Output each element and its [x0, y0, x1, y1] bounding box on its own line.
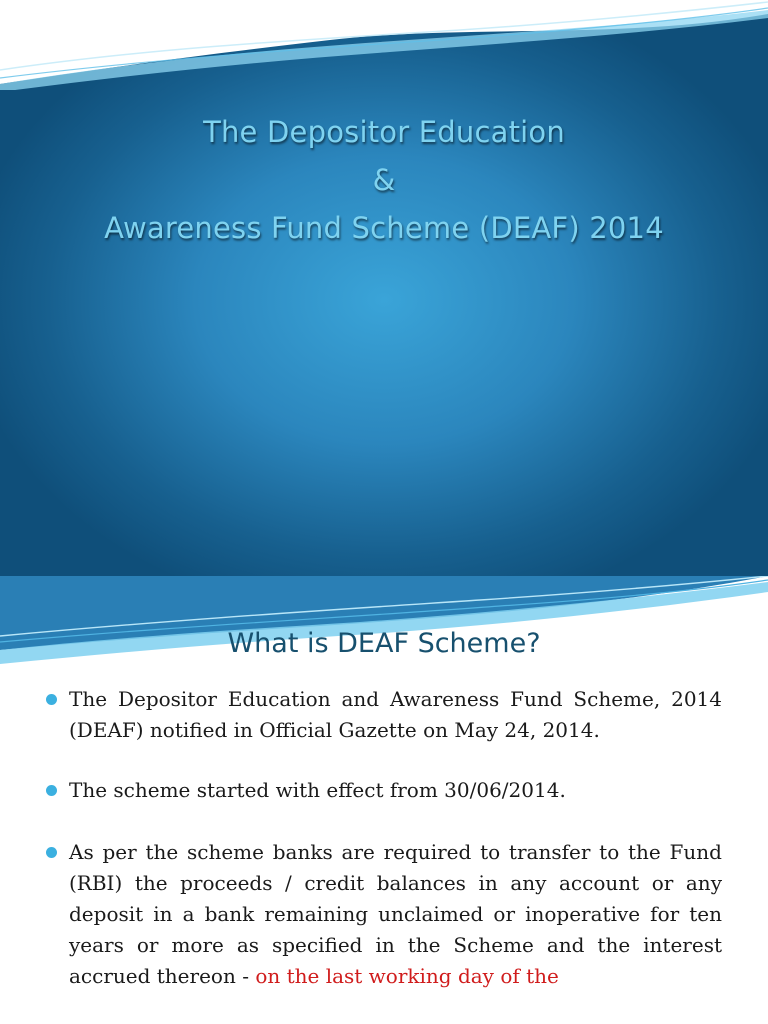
content-slide: [0, 576, 768, 1024]
bullet-dot-icon: [46, 694, 57, 705]
slide-title: [0, 108, 768, 252]
bullet-text: The scheme started with effect from 30/06/2014.: [69, 778, 566, 802]
bullet-list: [46, 684, 722, 992]
bullet-dot-icon: [46, 785, 57, 796]
bullet-text: The Depositor Education and Awareness Fund Scheme, 2014 (DEAF) notified in Official Gazette on May 24, 2014.: [69, 687, 722, 742]
title-line-1: The Depositor Education: [203, 115, 565, 149]
bullet-item: [46, 837, 722, 992]
decorative-wave: [0, 0, 768, 90]
slide-heading: What is DEAF Scheme?: [227, 628, 541, 659]
bullet-highlight-text: on the last working day of the: [255, 964, 559, 988]
title-line-3: Awareness Fund Scheme (DEAF) 2014: [104, 211, 664, 245]
bullet-item: [46, 684, 722, 746]
title-line-2: &: [372, 163, 396, 197]
bullet-item: [46, 775, 722, 806]
bullet-text: As per the scheme banks are required to transfer to the Fund (RBI) the proceeds / credit balances in any account or any deposit in a bank remaining unclaimed or inoperative for ten years or more as specified in the Scheme and the interest accrued thereon -: [69, 840, 722, 988]
bullet-dot-icon: [46, 847, 57, 858]
